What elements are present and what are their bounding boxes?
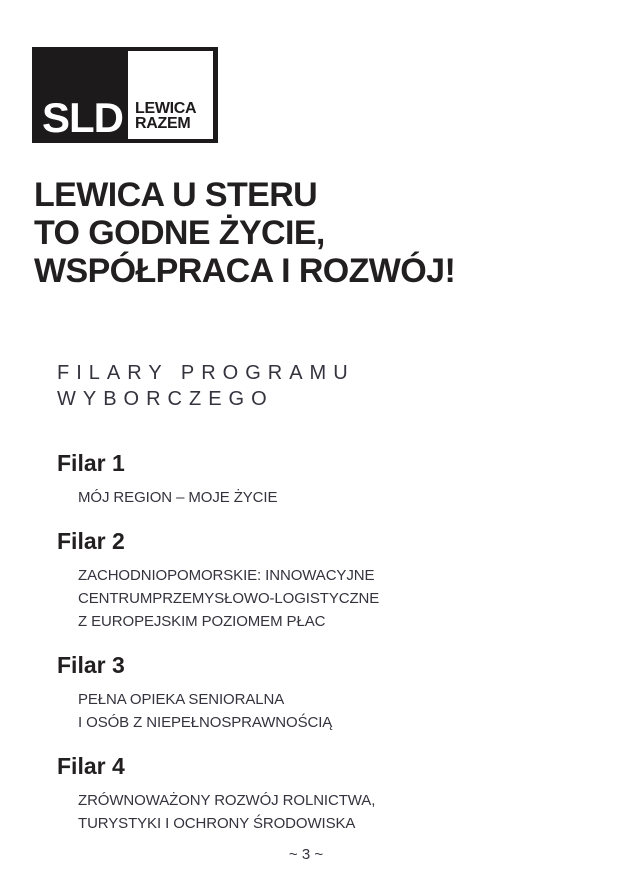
pillar-4-title: Filar 4 (57, 753, 125, 779)
logo-sld-text: SLD (42, 94, 123, 141)
section-title (57, 360, 355, 412)
pillar-4 (57, 754, 577, 835)
pillar-3-title: Filar 3 (57, 652, 125, 678)
page-title-line-2: TO GODNE ŻYCIE, (34, 214, 325, 252)
page-title-line-1: LEWICA U STERU (34, 176, 318, 214)
pillar-2-desc-line-2: CENTRUMPRZEMYSŁOWO-LOGISTYCZNE (78, 590, 380, 607)
pillar-4-desc-line-1: ZRÓWNOWAŻONY ROZWÓJ ROLNICTWA, (78, 792, 376, 809)
logo-lewica-line: LEWICA (135, 100, 197, 117)
pillar-2-title: Filar 2 (57, 528, 125, 554)
pillar-4-description (78, 789, 577, 835)
pillar-1-desc-line-1: MÓJ REGION – MOJE ŻYCIE (78, 489, 278, 506)
sld-lewica-razem-logo (32, 47, 218, 143)
pillar-3-desc-line-1: PEŁNA OPIEKA SENIORALNA (78, 691, 285, 708)
section-title-line-1: FILARY PROGRAMU (57, 362, 355, 384)
pillar-3-desc-line-2: I OSÓB Z NIEPEŁNOSPRAWNOŚCIĄ (78, 714, 333, 731)
pillar-3-description (78, 688, 577, 734)
pillar-1-description (78, 486, 577, 509)
pillar-2 (57, 529, 577, 633)
page-number: ~ 3 ~ (288, 846, 324, 863)
pillar-2-description (78, 564, 577, 633)
logo-lewica-razem-box (128, 51, 213, 139)
pillar-2-desc-line-1: ZACHODNIOPOMORSKIE: INNOWACYJNE (78, 567, 375, 584)
page-title-line-3: WSPÓŁPRACA I ROZWÓJ! (34, 252, 456, 290)
pillar-3 (57, 653, 577, 734)
pillar-1 (57, 451, 577, 509)
logo-razem-line: RAZEM (135, 114, 191, 132)
pillar-1-title: Filar 1 (57, 450, 125, 476)
pillar-4-desc-line-2: TURYSTYKI I OCHRONY ŚRODOWISKA (78, 815, 356, 832)
section-title-line-2: WYBORCZEGO (57, 388, 274, 410)
pillar-2-desc-line-3: Z EUROPEJSKIM POZIOMEM PŁAC (78, 613, 326, 630)
pillar-list (57, 451, 577, 855)
page-title (34, 176, 455, 290)
